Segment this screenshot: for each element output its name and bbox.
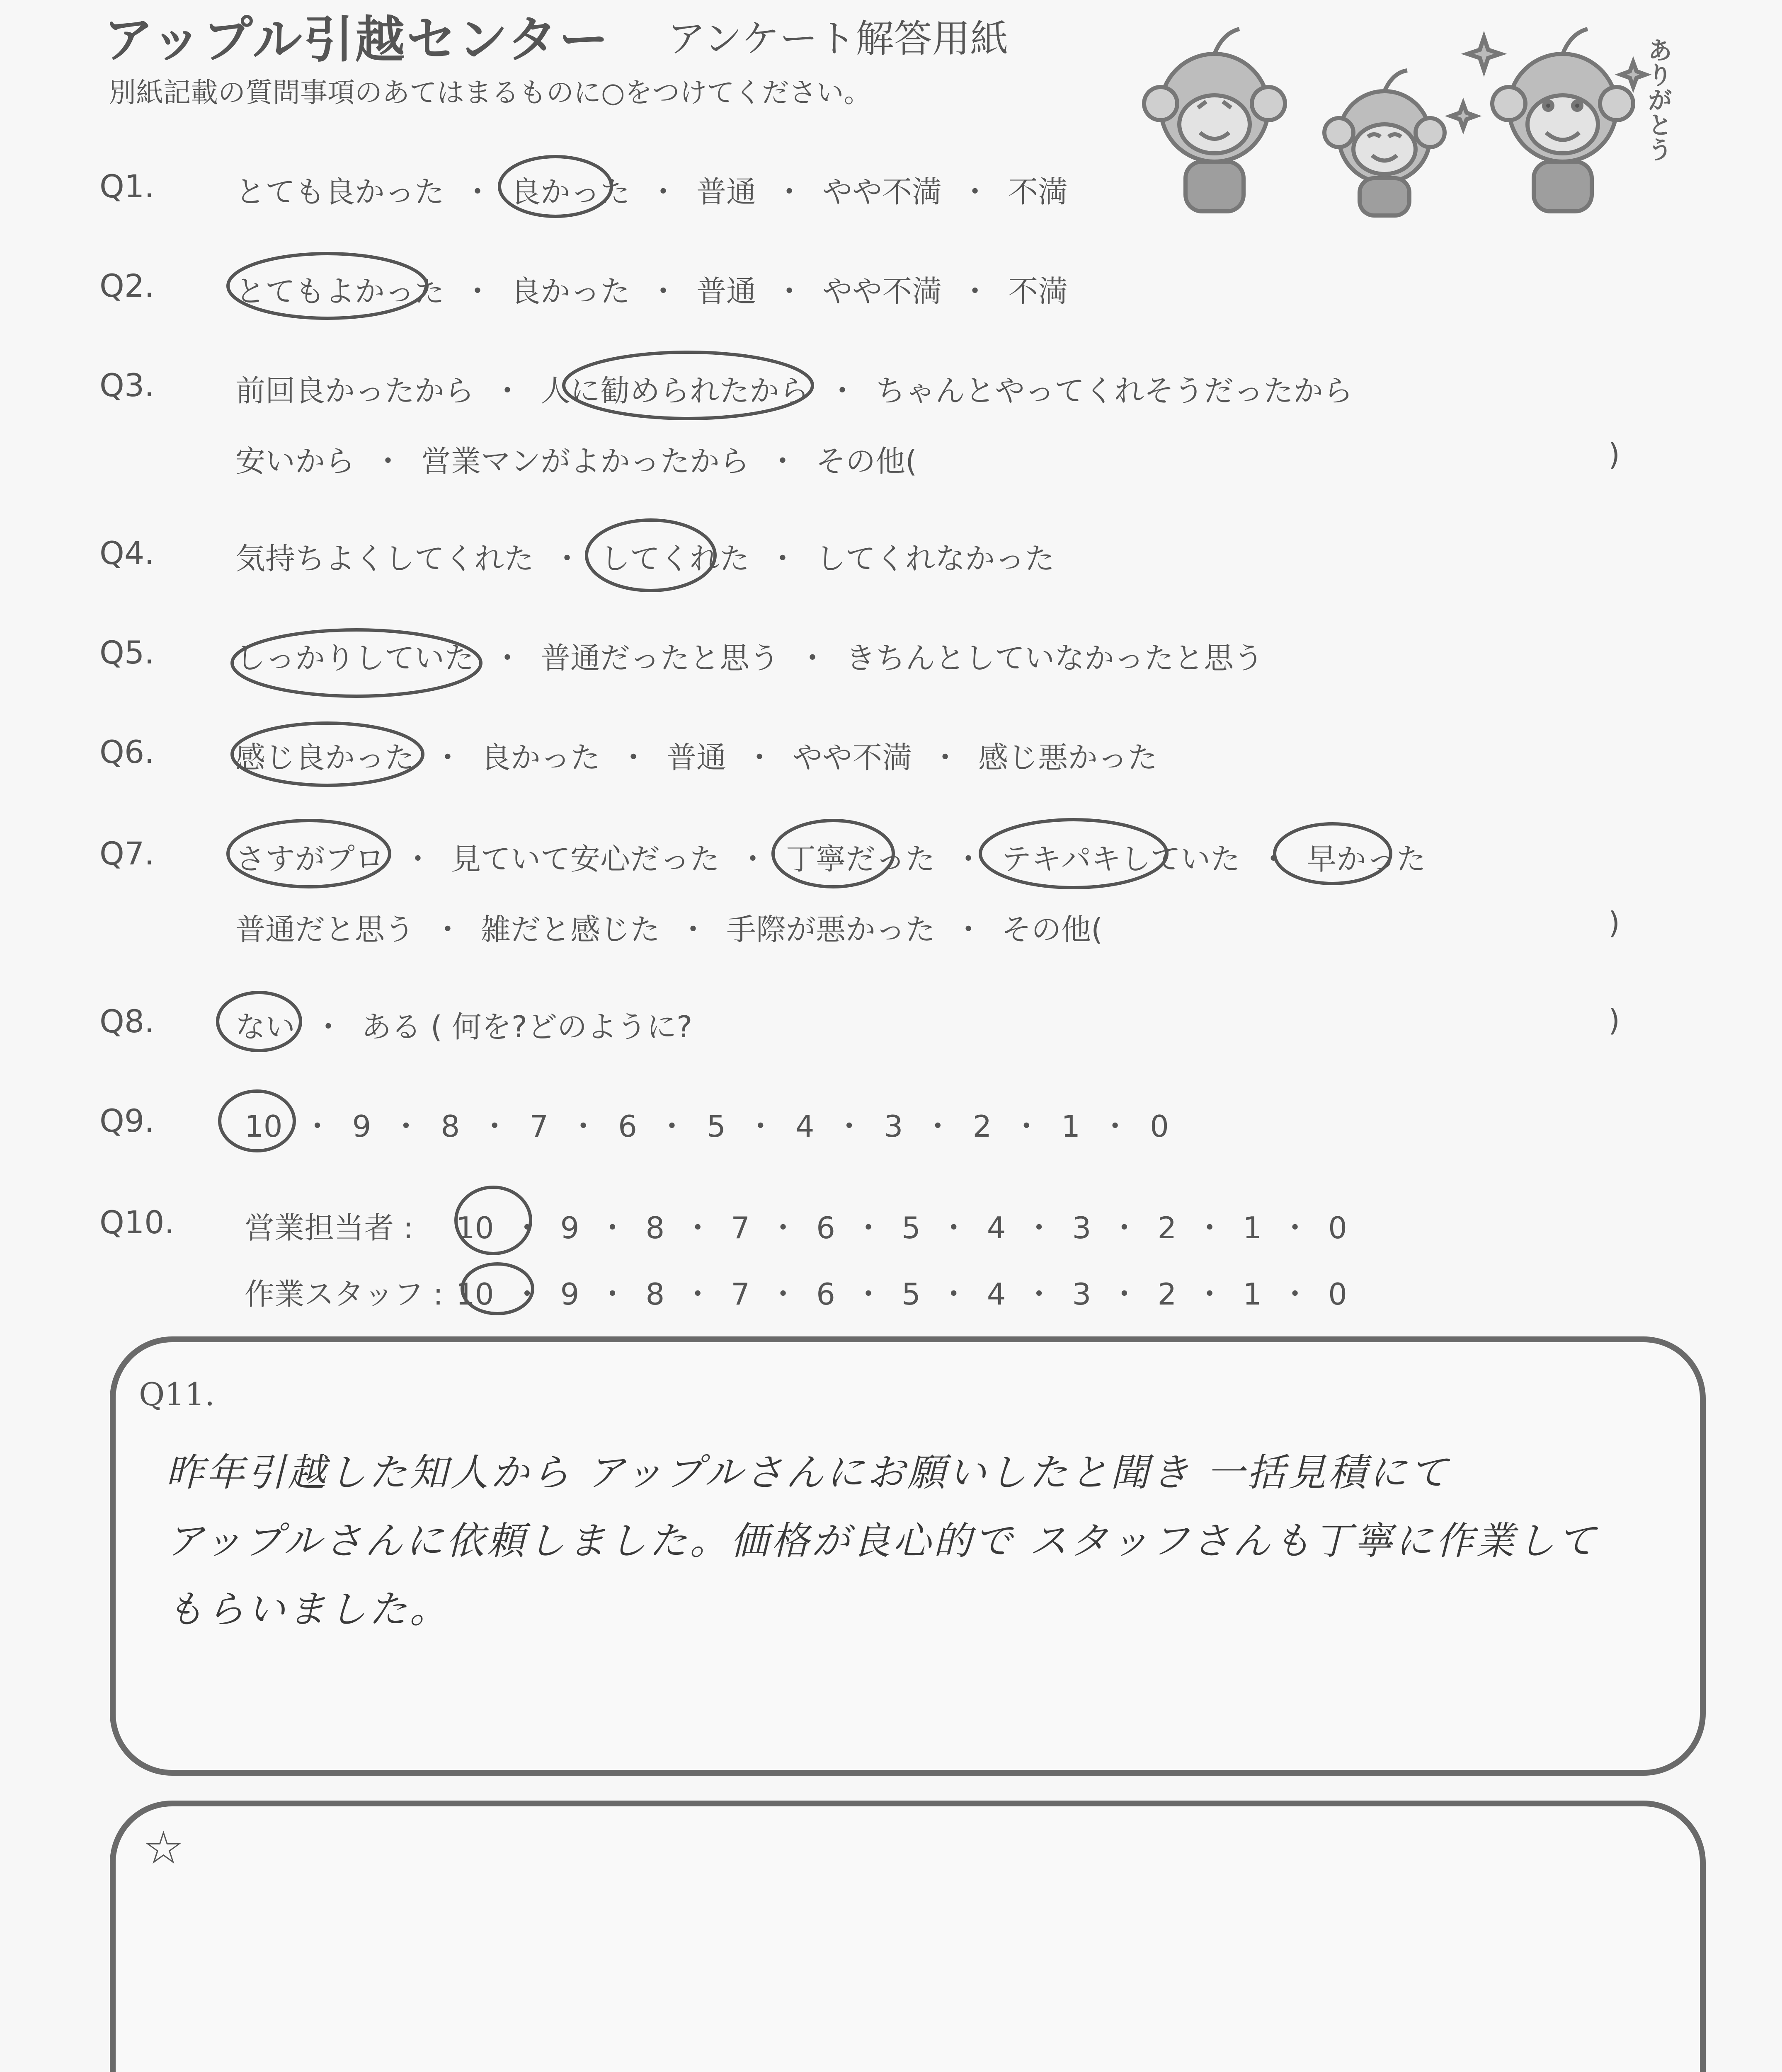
q7-option-selected[interactable]: 早かった	[1307, 842, 1426, 876]
q7-option-selected[interactable]: テキパキしていた	[1001, 842, 1241, 876]
q4-option[interactable]: してくれなかった	[816, 541, 1055, 576]
q9-score[interactable]: 8	[441, 1109, 460, 1144]
q3-option-other[interactable]: その他(	[816, 444, 917, 479]
q7-option-other[interactable]: その他(	[1001, 912, 1103, 947]
q2-options: とてもよかった ・ 良かった ・ 普通 ・ やや不満 ・ 不満	[235, 274, 1068, 309]
q7-options-line2: 普通だと思う ・ 雑だと感じた ・ 手際が悪かった ・ その他(	[235, 912, 1103, 947]
q9-score[interactable]: 4	[795, 1109, 815, 1144]
q4-option[interactable]: 気持ちよくしてくれた	[235, 541, 534, 576]
q10-staff-score[interactable]: 9	[560, 1277, 579, 1312]
q10-sales-scale: 10 ・ 9 ・ 8 ・ 7 ・ 6 ・ 5 ・ 4 ・ 3 ・ 2 ・ 1 ・ 0	[456, 1210, 1347, 1245]
q10-staff-score[interactable]: 1	[1243, 1277, 1262, 1312]
q2-option[interactable]: 良かった	[511, 274, 630, 309]
q3-options-line1: 前回良かったから ・ 人に勧められたから ・ ちゃんとやってくれそうだったから	[235, 373, 1353, 408]
q6-option[interactable]: 感じ悪かった	[978, 740, 1158, 775]
q3-option[interactable]: 前回良かったから	[235, 373, 475, 408]
q10-staff-score[interactable]: 5	[901, 1277, 921, 1312]
q7-option[interactable]: 見ていて安心だった	[451, 842, 720, 876]
q5-options: しっかりしていた ・ 普通だったと思う ・ きちんとしていなかったと思う	[235, 641, 1264, 675]
q11-answer-line: もらいました。	[166, 1587, 451, 1631]
q9-score-selected[interactable]: 10	[245, 1109, 283, 1144]
q9-score[interactable]: 0	[1150, 1109, 1169, 1144]
q1-option[interactable]: とても良かった	[235, 174, 445, 209]
q10-staff-scale: 10 ・ 9 ・ 8 ・ 7 ・ 6 ・ 5 ・ 4 ・ 3 ・ 2 ・ 1 ・ 0	[456, 1277, 1347, 1312]
q11-answer-line: アップルさんに依頼しました。価格が良心的で スタッフさんも丁寧に作業して	[166, 1519, 1598, 1563]
q5-label: Q5.	[99, 634, 155, 671]
q10-staff-label: 作業スタッフ :	[245, 1277, 444, 1312]
q8-options: ない ・ ある ( 何を?どのように?	[235, 1009, 693, 1044]
q10-staff-score[interactable]: 3	[1072, 1277, 1091, 1312]
q10-staff-score-selected[interactable]: 10	[456, 1277, 494, 1312]
q5-option-selected[interactable]: しっかりしていた	[235, 641, 475, 675]
q3-label: Q3.	[99, 367, 155, 404]
q8-close-paren: )	[1608, 1003, 1620, 1038]
q9-score[interactable]: 9	[352, 1109, 371, 1144]
q3-options-line2: 安いから ・ 営業マンがよかったから ・ その他(	[235, 444, 917, 479]
q6-option[interactable]: 普通	[667, 740, 727, 775]
q10-sales-score[interactable]: 2	[1157, 1210, 1177, 1245]
q2-option[interactable]: やや不満	[822, 274, 942, 309]
q7-close-paren: )	[1608, 905, 1620, 940]
q9-score[interactable]: 2	[972, 1109, 992, 1144]
q9-score[interactable]: 3	[884, 1109, 903, 1144]
q10-label: Q10.	[99, 1204, 175, 1241]
q2-label: Q2.	[99, 267, 155, 304]
star-comment-box[interactable]	[110, 1801, 1706, 2072]
q2-option[interactable]: 普通	[696, 274, 756, 309]
q10-sales-score[interactable]: 0	[1328, 1210, 1347, 1245]
q11-answer-line: 昨年引越した知人から アップルさんにお願いしたと聞き 一括見積にて	[166, 1450, 1450, 1495]
q7-option[interactable]: 雑だと感じた	[481, 912, 660, 947]
q2-option[interactable]: 不満	[1008, 274, 1068, 309]
q10-sales-score[interactable]: 7	[731, 1210, 750, 1245]
q3-option-selected[interactable]: 人に勧められたから	[541, 373, 810, 408]
q3-option[interactable]: 安いから	[235, 444, 355, 479]
brand-title: アップル引越センター	[104, 11, 610, 69]
q5-option[interactable]: きちんとしていなかったと思う	[846, 641, 1264, 675]
q10-sales-score-selected[interactable]: 10	[456, 1210, 494, 1245]
instruction-text: 別紙記載の質問事項のあてはまるものに○をつけてください。	[109, 77, 871, 109]
q6-option-selected[interactable]: 感じ良かった	[235, 740, 415, 775]
form-subtitle: アンケート解答用紙	[667, 17, 1009, 61]
q9-score[interactable]: 1	[1061, 1109, 1081, 1144]
q7-option-selected[interactable]: さすがプロ	[235, 842, 385, 876]
q1-option[interactable]: 不満	[1008, 174, 1068, 209]
q1-option-selected[interactable]: 良かった	[511, 174, 630, 209]
q10-sales-score[interactable]: 8	[645, 1210, 665, 1245]
q10-sales-label: 営業担当者 :	[245, 1210, 414, 1245]
q10-sales-score[interactable]: 4	[987, 1210, 1006, 1245]
q10-sales-score[interactable]: 9	[560, 1210, 579, 1245]
q7-option[interactable]: 普通だと思う	[235, 912, 415, 947]
mascot-caption: ありがとう	[1644, 37, 1673, 162]
q11-label: Q11.	[139, 1376, 215, 1413]
q6-option[interactable]: 良かった	[481, 740, 601, 775]
q7-option[interactable]: 手際が悪かった	[726, 912, 936, 947]
q9-score[interactable]: 5	[706, 1109, 726, 1144]
q9-score[interactable]: 6	[618, 1109, 637, 1144]
q1-option[interactable]: 普通	[696, 174, 756, 209]
q4-option-selected[interactable]: してくれた	[600, 541, 750, 576]
q9-scale: 10 ・ 9 ・ 8 ・ 7 ・ 6 ・ 5 ・ 4 ・ 3 ・ 2 ・ 1 ・ 0	[245, 1109, 1169, 1144]
q7-option-selected[interactable]: 丁寧だった	[786, 842, 936, 876]
q10-staff-score[interactable]: 8	[645, 1277, 665, 1312]
q6-options: 感じ良かった ・ 良かった ・ 普通 ・ やや不満 ・ 感じ悪かった	[235, 740, 1158, 775]
q10-staff-score[interactable]: 0	[1328, 1277, 1347, 1312]
star-icon: ☆	[143, 1821, 184, 1874]
mascot-illustration	[1119, 12, 1700, 220]
q8-label: Q8.	[99, 1003, 155, 1040]
q3-close-paren: )	[1608, 437, 1620, 472]
q7-options-line1: さすがプロ ・ 見ていて安心だった ・ 丁寧だった ・ テキパキしていた ・ 早かった	[235, 842, 1426, 876]
q1-label: Q1.	[99, 168, 155, 205]
q9-score[interactable]: 7	[529, 1109, 549, 1144]
q10-staff-score[interactable]: 6	[816, 1277, 835, 1312]
q4-label: Q4.	[99, 535, 155, 571]
q2-option-selected[interactable]: とてもよかった	[235, 274, 445, 309]
q8-option[interactable]: ある ( 何を?どのように?	[361, 1009, 693, 1044]
q9-label: Q9.	[99, 1102, 155, 1139]
q7-label: Q7.	[99, 835, 155, 872]
q6-option[interactable]: やや不満	[793, 740, 912, 775]
q1-option[interactable]: やや不満	[822, 174, 942, 209]
q6-label: Q6.	[99, 733, 155, 770]
q8-option-selected[interactable]: ない	[235, 1009, 296, 1044]
q10-staff-score[interactable]: 7	[731, 1277, 750, 1312]
q10-sales-score[interactable]: 1	[1243, 1210, 1262, 1245]
q10-sales-score[interactable]: 3	[1072, 1210, 1091, 1245]
q4-options: 気持ちよくしてくれた ・ してくれた ・ してくれなかった	[235, 541, 1055, 576]
q10-sales-score[interactable]: 5	[901, 1210, 921, 1245]
q1-options: とても良かった ・ 良かった ・ 普通 ・ やや不満 ・ 不満	[235, 174, 1068, 209]
q10-staff-score[interactable]: 2	[1157, 1277, 1177, 1312]
q10-staff-score[interactable]: 4	[987, 1277, 1006, 1312]
q10-sales-score[interactable]: 6	[816, 1210, 835, 1245]
q5-option[interactable]: 普通だったと思う	[541, 641, 780, 675]
q3-option[interactable]: 営業マンがよかったから	[421, 444, 750, 479]
q3-option[interactable]: ちゃんとやってくれそうだったから	[875, 373, 1353, 408]
